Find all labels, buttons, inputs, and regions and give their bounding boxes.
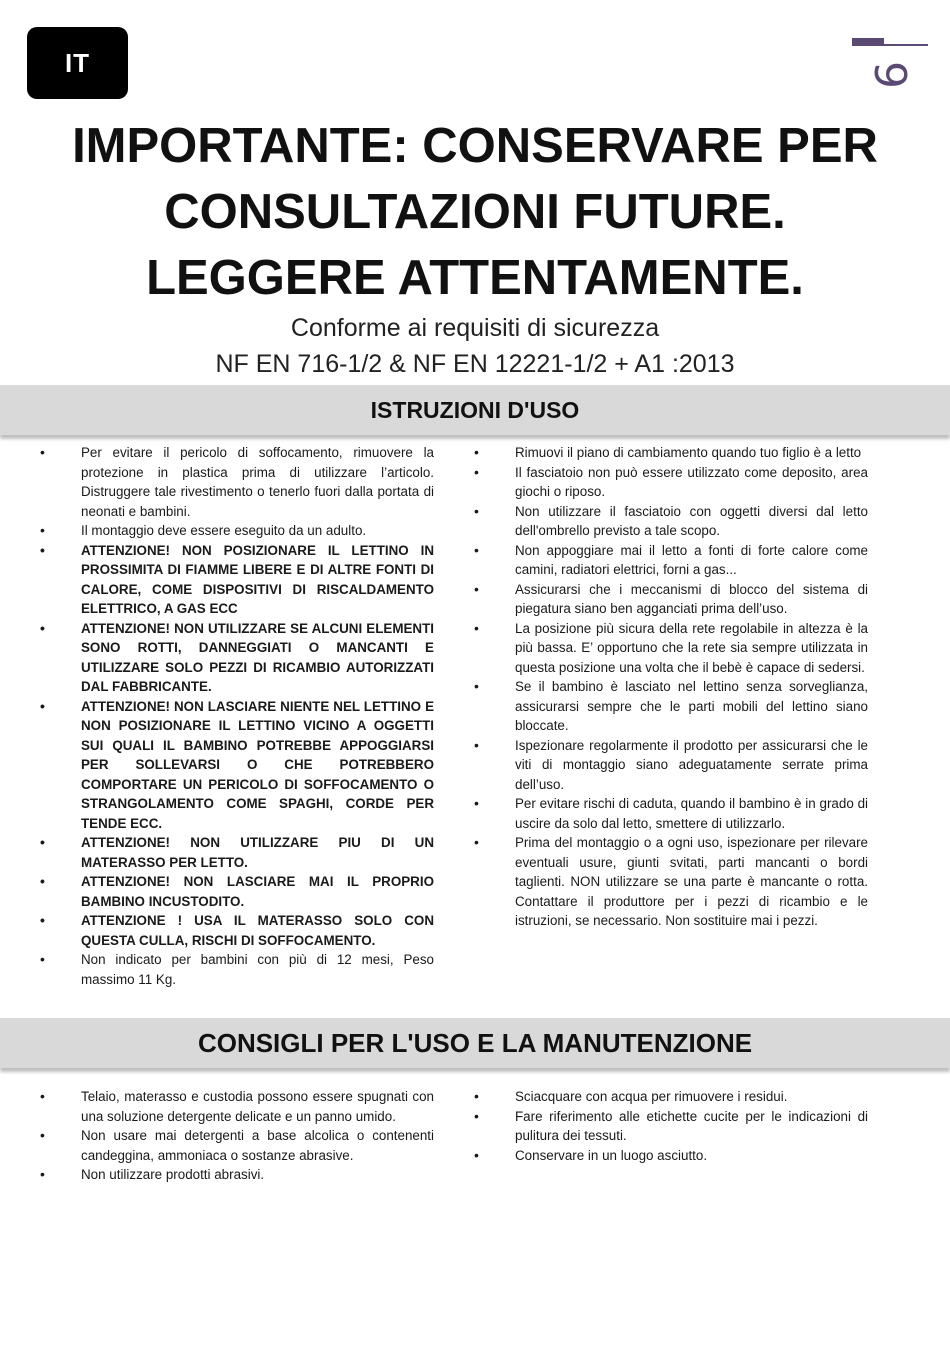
list-item: • Non utilizzare il fasciatoio con oggetti diversi dal letto dell'ombrello previsto a tale scopo.: [474, 502, 868, 541]
language-code: IT: [64, 47, 91, 78]
subtitle-line: NF EN 716-1/2 & NF EN 12221-1/2 + A1 :2013: [215, 350, 735, 378]
list-item: • La posizione più sicura della rete regolabile in altezza è la più bassa. E’ opportuno che la rete sia sempre utilizzata in questa posizione una volta che il bebè è capace di sedersi.: [474, 619, 868, 678]
list-item: • ATTENZIONE! NON UTILIZZARE SE ALCUNI ELEMENTI SONO ROTTI, DANNEGGIATI O MANCANTI E UTILIZZARE SOLO PEZZI DI RICAMBIO AUTORIZZATI DAL FABBRICANTE.: [40, 619, 434, 697]
list-item: • Rimuovi il piano di cambiamento quando tuo figlio è a letto: [474, 443, 868, 463]
subtitle-line: Conforme ai requisiti di sicurezza: [290, 314, 660, 342]
maintenance-right-column: [474, 1087, 868, 1165]
bullet-list: [474, 443, 868, 931]
list-item: • Il fasciatoio non può essere utilizzato come deposito, area giochi o riposo.: [474, 463, 868, 502]
bullet-list: [40, 1087, 434, 1185]
bullet-list: [474, 1087, 868, 1165]
compliance-subtitle: [40, 310, 910, 382]
language-badge: [27, 27, 128, 99]
list-item: • ATTENZIONE! NON UTILIZZARE PIU DI UN MATERASSO PER LETTO.: [40, 833, 434, 872]
page-title: [40, 113, 910, 311]
title-line: CONSULTAZIONI FUTURE.: [164, 185, 786, 239]
list-item: • ATTENZIONE! NON LASCIARE NIENTE NEL LETTINO E NON POSIZIONARE IL LETTINO VICINO A OGGETTI SUI QUALI IL BAMBINO POTREBBE APPOGGIARSI PER SOLLEVARSI O CHE POTREBBERO COMPORTARE UN PERICOLO DI SOFFOCAMENTO O STRANGOLAMENTO COME SPAGHI, CORDE PER TENDE ECC.: [40, 697, 434, 834]
section-heading-text: ISTRUZIONI D'USO: [370, 396, 580, 423]
list-item: • Il montaggio deve essere eseguito da un adulto.: [40, 521, 434, 541]
list-item: • Non usare mai detergenti a base alcolica o contenenti candeggina, ammoniaca o sostanze abrasive.: [40, 1126, 434, 1165]
list-item: • ATTENZIONE! NON LASCIARE MAI IL PROPRIO BAMBINO INCUSTODITO.: [40, 872, 434, 911]
instructions-right-column: [474, 443, 868, 931]
title-line: IMPORTANTE: CONSERVARE PER: [72, 119, 878, 173]
list-item: • ATTENZIONE! NON POSIZIONARE IL LETTINO IN PROSSIMITA DI FIAMME LIBERE E DI ALTRE FONTI DI CALORE, COME DISPOSITIVI DI RISCALDAMENTO ELETTRICO, A GAS ECC: [40, 541, 434, 619]
page-number-marker: [852, 38, 932, 98]
list-item: • Non utilizzare prodotti abrasivi.: [40, 1165, 434, 1185]
list-item: • Assicurarsi che i meccanismi di blocco del sistema di piegatura siano ben agganciati prima dell’uso.: [474, 580, 868, 619]
page-marker-bar: [852, 38, 884, 46]
section-heading-maintenance: [0, 1018, 950, 1068]
list-item: • Telaio, materasso e custodia possono essere spugnati con una soluzione detergente delicate e un panno umido.: [40, 1087, 434, 1126]
section-heading-instructions: [0, 385, 950, 435]
list-item: • Per evitare il pericolo di soffocamento, rimuovere la protezione in plastica prima di utilizzare l’articolo. Distruggere tale rivestimento o tenerlo fuori dalla portata di neonati e bambini.: [40, 443, 434, 521]
list-item: • Sciacquare con acqua per rimuovere i residui.: [474, 1087, 868, 1107]
page-marker-line: [884, 44, 928, 46]
list-item: • Prima del montaggio o a ogni uso, ispezionare per rilevare eventuali usure, giunti svitati, parti mancanti o bordi taglienti. NON utilizzare se una parte è mancante o rotta. Contattare il produttore per i pezzi di ricambio e le istruzioni, se necessario. Non sostituire mai i pezzi.: [474, 833, 868, 931]
section-heading-text: CONSIGLI PER L'USO E LA MANUTENZIONE: [197, 1027, 753, 1058]
title-line: LEGGERE ATTENTAMENTE.: [146, 251, 804, 305]
list-item: • Per evitare rischi di caduta, quando il bambino è in grado di uscire da solo dal letto, smettere di utilizzarlo.: [474, 794, 868, 833]
list-item: • Non indicato per bambini con più di 12 mesi, Peso massimo 11 Kg.: [40, 950, 434, 989]
list-item: • Conservare in un luogo asciutto.: [474, 1146, 868, 1166]
list-item: • Non appoggiare mai il letto a fonti di forte calore come camini, radiatori elettrici, forni a gas...: [474, 541, 868, 580]
list-item: • ATTENZIONE ! USA IL MATERASSO SOLO CON QUESTA CULLA, RISCHI DI SOFFOCAMENTO.: [40, 911, 434, 950]
list-item: • Se il bambino è lasciato nel lettino senza sorveglianza, assicurarsi sempre che le parti mobili del lettino siano bloccate.: [474, 677, 868, 736]
page-number: 9: [864, 61, 915, 89]
instructions-left-column: [40, 443, 434, 989]
list-item: • Fare riferimento alle etichette cucite per le indicazioni di pulitura dei tessuti.: [474, 1107, 868, 1146]
bullet-list: [40, 443, 434, 989]
list-item: • Ispezionare regolarmente il prodotto per assicurarsi che le viti di montaggio siano adeguatamente serrate prima dell’uso.: [474, 736, 868, 795]
maintenance-left-column: [40, 1087, 434, 1185]
